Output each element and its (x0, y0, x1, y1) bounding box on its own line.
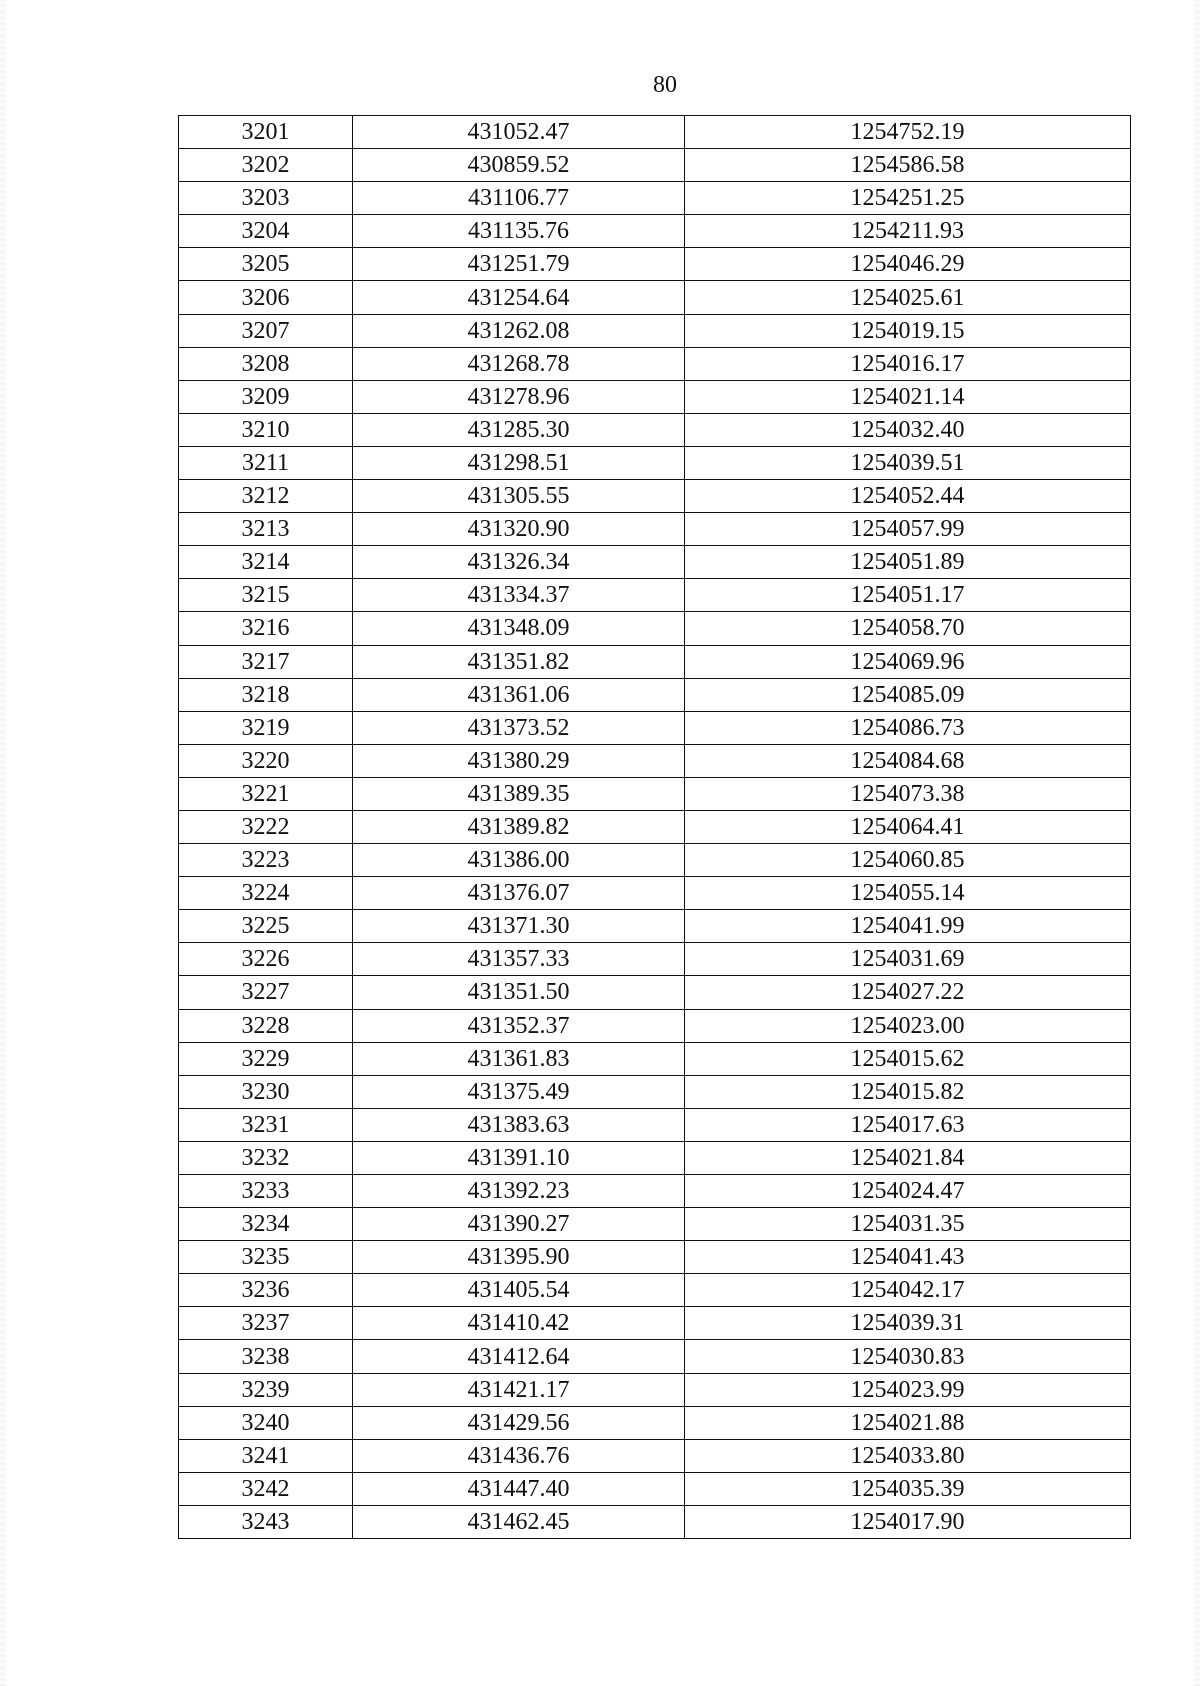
x-coordinate-cell: 431357.33 (353, 943, 685, 976)
y-coordinate-cell: 1254023.00 (685, 1009, 1131, 1042)
y-coordinate-cell: 1254211.93 (685, 215, 1131, 248)
x-coordinate-cell: 431421.17 (353, 1373, 685, 1406)
point-number-cell: 3229 (179, 1042, 353, 1075)
x-coordinate-cell: 431412.64 (353, 1340, 685, 1373)
y-coordinate-cell: 1254039.31 (685, 1307, 1131, 1340)
table-row (179, 546, 1131, 579)
coordinate-table-body (179, 116, 1131, 1539)
y-coordinate-cell: 1254023.99 (685, 1373, 1131, 1406)
x-coordinate-cell: 430859.52 (353, 149, 685, 182)
point-number-cell: 3217 (179, 645, 353, 678)
x-coordinate-cell: 431375.49 (353, 1075, 685, 1108)
y-coordinate-cell: 1254058.70 (685, 612, 1131, 645)
table-row (179, 777, 1131, 810)
table-row (179, 513, 1131, 546)
y-coordinate-cell: 1254064.41 (685, 810, 1131, 843)
x-coordinate-cell: 431135.76 (353, 215, 685, 248)
point-number-cell: 3221 (179, 777, 353, 810)
y-coordinate-cell: 1254031.35 (685, 1208, 1131, 1241)
scan-edge-left (0, 0, 6, 1686)
table-row (179, 612, 1131, 645)
y-coordinate-cell: 1254033.80 (685, 1439, 1131, 1472)
point-number-cell: 3241 (179, 1439, 353, 1472)
y-coordinate-cell: 1254051.89 (685, 546, 1131, 579)
scan-edge-right (1194, 0, 1200, 1686)
y-coordinate-cell: 1254021.14 (685, 380, 1131, 413)
table-row (179, 1340, 1131, 1373)
x-coordinate-cell: 431376.07 (353, 877, 685, 910)
x-coordinate-cell: 431298.51 (353, 446, 685, 479)
table-row (179, 281, 1131, 314)
x-coordinate-cell: 431278.96 (353, 380, 685, 413)
table-row (179, 413, 1131, 446)
y-coordinate-cell: 1254055.14 (685, 877, 1131, 910)
x-coordinate-cell: 431405.54 (353, 1274, 685, 1307)
point-number-cell: 3212 (179, 480, 353, 513)
coordinate-table (178, 115, 1131, 1539)
table-row (179, 744, 1131, 777)
point-number-cell: 3225 (179, 910, 353, 943)
y-coordinate-cell: 1254031.69 (685, 943, 1131, 976)
y-coordinate-cell: 1254041.43 (685, 1241, 1131, 1274)
table-row (179, 711, 1131, 744)
table-row (179, 248, 1131, 281)
point-number-cell: 3201 (179, 116, 353, 149)
x-coordinate-cell: 431251.79 (353, 248, 685, 281)
point-number-cell: 3219 (179, 711, 353, 744)
y-coordinate-cell: 1254015.82 (685, 1075, 1131, 1108)
point-number-cell: 3213 (179, 513, 353, 546)
point-number-cell: 3211 (179, 446, 353, 479)
point-number-cell: 3207 (179, 314, 353, 347)
x-coordinate-cell: 431395.90 (353, 1241, 685, 1274)
x-coordinate-cell: 431334.37 (353, 579, 685, 612)
table-row (179, 314, 1131, 347)
table-row (179, 215, 1131, 248)
x-coordinate-cell: 431361.06 (353, 678, 685, 711)
x-coordinate-cell: 431380.29 (353, 744, 685, 777)
y-coordinate-cell: 1254057.99 (685, 513, 1131, 546)
table-row (179, 844, 1131, 877)
y-coordinate-cell: 1254025.61 (685, 281, 1131, 314)
table-row (179, 1108, 1131, 1141)
x-coordinate-cell: 431254.64 (353, 281, 685, 314)
table-row (179, 446, 1131, 479)
point-number-cell: 3205 (179, 248, 353, 281)
point-number-cell: 3222 (179, 810, 353, 843)
y-coordinate-cell: 1254021.88 (685, 1406, 1131, 1439)
x-coordinate-cell: 431348.09 (353, 612, 685, 645)
x-coordinate-cell: 431285.30 (353, 413, 685, 446)
x-coordinate-cell: 431371.30 (353, 910, 685, 943)
y-coordinate-cell: 1254030.83 (685, 1340, 1131, 1373)
y-coordinate-cell: 1254069.96 (685, 645, 1131, 678)
table-row (179, 678, 1131, 711)
point-number-cell: 3208 (179, 347, 353, 380)
table-row (179, 380, 1131, 413)
point-number-cell: 3232 (179, 1141, 353, 1174)
point-number-cell: 3235 (179, 1241, 353, 1274)
table-row (179, 877, 1131, 910)
table-row (179, 182, 1131, 215)
point-number-cell: 3228 (179, 1009, 353, 1042)
y-coordinate-cell: 1254046.29 (685, 248, 1131, 281)
x-coordinate-cell: 431373.52 (353, 711, 685, 744)
point-number-cell: 3226 (179, 943, 353, 976)
point-number-cell: 3223 (179, 844, 353, 877)
point-number-cell: 3206 (179, 281, 353, 314)
point-number-cell: 3237 (179, 1307, 353, 1340)
table-row (179, 1472, 1131, 1505)
x-coordinate-cell: 431268.78 (353, 347, 685, 380)
table-row (179, 1505, 1131, 1538)
x-coordinate-cell: 431106.77 (353, 182, 685, 215)
table-row (179, 943, 1131, 976)
table-row (179, 116, 1131, 149)
y-coordinate-cell: 1254032.40 (685, 413, 1131, 446)
x-coordinate-cell: 431351.50 (353, 976, 685, 1009)
point-number-cell: 3220 (179, 744, 353, 777)
table-row (179, 1241, 1131, 1274)
x-coordinate-cell: 431305.55 (353, 480, 685, 513)
point-number-cell: 3210 (179, 413, 353, 446)
table-row (179, 579, 1131, 612)
point-number-cell: 3234 (179, 1208, 353, 1241)
point-number-cell: 3227 (179, 976, 353, 1009)
page-number: 80 (653, 72, 677, 98)
table-row (179, 1075, 1131, 1108)
point-number-cell: 3209 (179, 380, 353, 413)
point-number-cell: 3240 (179, 1406, 353, 1439)
y-coordinate-cell: 1254086.73 (685, 711, 1131, 744)
y-coordinate-cell: 1254017.90 (685, 1505, 1131, 1538)
x-coordinate-cell: 431392.23 (353, 1175, 685, 1208)
y-coordinate-cell: 1254027.22 (685, 976, 1131, 1009)
x-coordinate-cell: 431429.56 (353, 1406, 685, 1439)
table-row (179, 1274, 1131, 1307)
y-coordinate-cell: 1254051.17 (685, 579, 1131, 612)
point-number-cell: 3203 (179, 182, 353, 215)
point-number-cell: 3239 (179, 1373, 353, 1406)
point-number-cell: 3242 (179, 1472, 353, 1505)
x-coordinate-cell: 431410.42 (353, 1307, 685, 1340)
y-coordinate-cell: 1254021.84 (685, 1141, 1131, 1174)
table-row (179, 149, 1131, 182)
x-coordinate-cell: 431386.00 (353, 844, 685, 877)
table-row (179, 480, 1131, 513)
x-coordinate-cell: 431320.90 (353, 513, 685, 546)
y-coordinate-cell: 1254752.19 (685, 116, 1131, 149)
y-coordinate-cell: 1254017.63 (685, 1108, 1131, 1141)
x-coordinate-cell: 431361.83 (353, 1042, 685, 1075)
table-row (179, 1175, 1131, 1208)
x-coordinate-cell: 431390.27 (353, 1208, 685, 1241)
table-row (179, 347, 1131, 380)
y-coordinate-cell: 1254052.44 (685, 480, 1131, 513)
table-row (179, 810, 1131, 843)
table-row (179, 1373, 1131, 1406)
y-coordinate-cell: 1254586.58 (685, 149, 1131, 182)
y-coordinate-cell: 1254042.17 (685, 1274, 1131, 1307)
x-coordinate-cell: 431389.82 (353, 810, 685, 843)
y-coordinate-cell: 1254039.51 (685, 446, 1131, 479)
table-row (179, 1208, 1131, 1241)
table-row (179, 910, 1131, 943)
x-coordinate-cell: 431436.76 (353, 1439, 685, 1472)
table-row (179, 1406, 1131, 1439)
table-row (179, 976, 1131, 1009)
point-number-cell: 3204 (179, 215, 353, 248)
y-coordinate-cell: 1254016.17 (685, 347, 1131, 380)
point-number-cell: 3216 (179, 612, 353, 645)
table-row (179, 1042, 1131, 1075)
x-coordinate-cell: 431391.10 (353, 1141, 685, 1174)
point-number-cell: 3236 (179, 1274, 353, 1307)
x-coordinate-cell: 431326.34 (353, 546, 685, 579)
point-number-cell: 3202 (179, 149, 353, 182)
x-coordinate-cell: 431383.63 (353, 1108, 685, 1141)
x-coordinate-cell: 431052.47 (353, 116, 685, 149)
point-number-cell: 3215 (179, 579, 353, 612)
table-row (179, 1439, 1131, 1472)
x-coordinate-cell: 431462.45 (353, 1505, 685, 1538)
x-coordinate-cell: 431351.82 (353, 645, 685, 678)
table-row (179, 1307, 1131, 1340)
point-number-cell: 3233 (179, 1175, 353, 1208)
y-coordinate-cell: 1254024.47 (685, 1175, 1131, 1208)
point-number-cell: 3230 (179, 1075, 353, 1108)
x-coordinate-cell: 431389.35 (353, 777, 685, 810)
x-coordinate-cell: 431262.08 (353, 314, 685, 347)
point-number-cell: 3243 (179, 1505, 353, 1538)
point-number-cell: 3214 (179, 546, 353, 579)
point-number-cell: 3218 (179, 678, 353, 711)
point-number-cell: 3231 (179, 1108, 353, 1141)
table-row (179, 1141, 1131, 1174)
y-coordinate-cell: 1254035.39 (685, 1472, 1131, 1505)
table-row (179, 645, 1131, 678)
x-coordinate-cell: 431352.37 (353, 1009, 685, 1042)
point-number-cell: 3238 (179, 1340, 353, 1373)
y-coordinate-cell: 1254084.68 (685, 744, 1131, 777)
x-coordinate-cell: 431447.40 (353, 1472, 685, 1505)
y-coordinate-cell: 1254073.38 (685, 777, 1131, 810)
y-coordinate-cell: 1254085.09 (685, 678, 1131, 711)
table-row (179, 1009, 1131, 1042)
point-number-cell: 3224 (179, 877, 353, 910)
y-coordinate-cell: 1254060.85 (685, 844, 1131, 877)
y-coordinate-cell: 1254251.25 (685, 182, 1131, 215)
y-coordinate-cell: 1254041.99 (685, 910, 1131, 943)
y-coordinate-cell: 1254019.15 (685, 314, 1131, 347)
y-coordinate-cell: 1254015.62 (685, 1042, 1131, 1075)
